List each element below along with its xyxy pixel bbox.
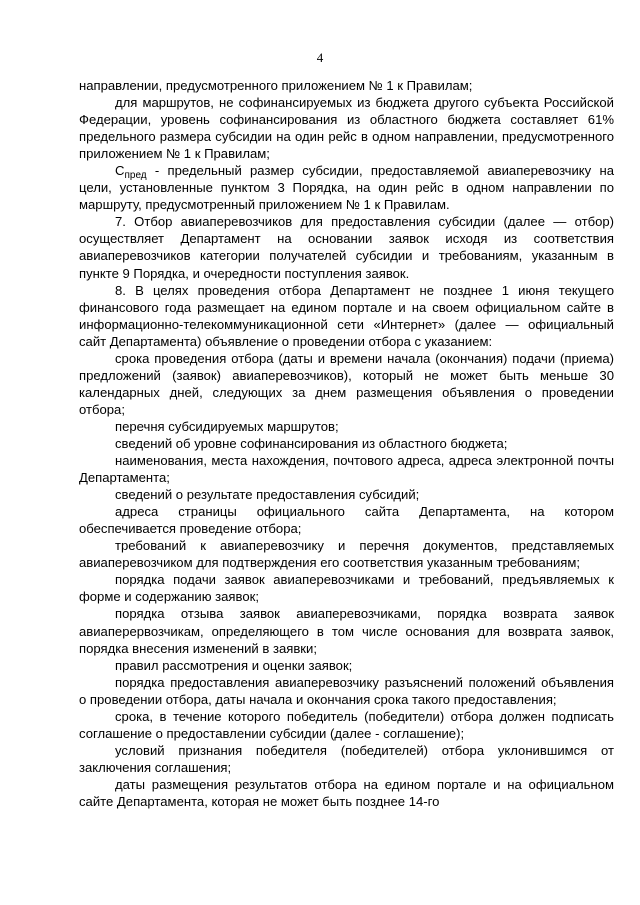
list-item-cofinancing-level: сведений об уровне софинансирования из областного бюджета; bbox=[115, 435, 508, 451]
list-item-website-page: адреса страницы официального сайта Департамента, на котором обеспечивается проведение отбора; bbox=[79, 504, 614, 537]
list-item-evasion-conditions: условий признания победителя (победителей) отбора уклонившимся от заключения соглашения; bbox=[79, 742, 614, 775]
list-item-signing-term: срока, в течение которого победитель (победители) отбора должен подписать соглашение о предоставлении субсидии (далее - соглашение); bbox=[79, 708, 614, 741]
formula-subscript: пред bbox=[124, 170, 147, 182]
list-item-results-date: даты размещения результатов отбора на едином портале и на официальном сайте Департамента, которая не может быть позднее 14-го bbox=[79, 776, 614, 809]
list-item-withdrawal-order: порядка отзыва заявок авиаперевозчиками, порядка возврата заявок авиаперервозчикам, определяющего в том числе основания для возврата заявок, порядка внесения изменений в заявки; bbox=[79, 606, 614, 656]
list-item-deadline: срока проведения отбора (даты и времени начала (окончания) подачи (приема) предложений (заявок) авиаперевозчиков), который не может быть меньше 30 календарных дней, следующих за днем размещения объявления о проведении отбора; bbox=[79, 350, 614, 417]
paragraph-clause-8: 8. В целях проведения отбора Департамент не позднее 1 июня текущего финансового года размещает на едином портале и на своем официальном сайте в информационно-телекоммуникационной сети «Интернет» (далее — официальный сайт Департамента) объявление о проведении отбора с указанием: bbox=[79, 282, 614, 349]
list-item-requirements: требований к авиаперевозчику и перечня документов, представляемых авиаперевозчиком для подтверждения его соответствия указанным требованиям; bbox=[79, 538, 614, 571]
paragraph-max-subsidy-definition bbox=[79, 162, 614, 213]
list-item-department-contacts: наименования, места нахождения, почтового адреса, адреса электронной почты Департамента; bbox=[79, 453, 614, 486]
list-item-clarifications: порядка предоставления авиаперевозчику разъяснений положений объявления о проведении отбора, даты начала и окончания срока такого предоставления; bbox=[79, 674, 614, 707]
list-item-submission-order: порядка подачи заявок авиаперевозчиками и требований, предъявляемых к форме и содержанию заявок; bbox=[79, 572, 614, 605]
list-item-routes: перечня субсидируемых маршрутов; bbox=[115, 418, 339, 434]
paragraph-continuation: направлении, предусмотренного приложением № 1 к Правилам; bbox=[79, 78, 473, 93]
paragraph-clause-7: 7. Отбор авиаперевозчиков для предоставления субсидии (далее — отбор) осуществляет Департамент на основании заявок исходя из соответствия авиаперевозчиков категории получателей субсидии и требованиям, указанным в пункте 9 Порядка, и очередности поступления заявок. bbox=[79, 214, 614, 281]
page-number: 4 bbox=[316, 50, 324, 65]
list-item-result-info: сведений о результате предоставления субсидий; bbox=[115, 487, 420, 503]
formula-symbol: С bbox=[115, 163, 125, 179]
document-body bbox=[79, 77, 614, 810]
paragraph-cofinancing-other-region: для маршрутов, не софинансируемых из бюджета другого субъекта Российской Федерации, уровень софинансирования из областного бюджета составляет 61% предельного размера субсидии на один рейс в одном направлении, предусмотренного приложением № 1 к Правилам; bbox=[79, 95, 614, 162]
formula-definition: - предельный размер субсидии, предоставляемой авиаперевозчику на цели, установленные пунктом 3 Порядка, на один рейс в одном направлении по маршруту, предусмотренный приложением № 1 к Правилам. bbox=[79, 163, 614, 213]
list-item-review-rules: правил рассмотрения и оценки заявок; bbox=[115, 657, 353, 673]
